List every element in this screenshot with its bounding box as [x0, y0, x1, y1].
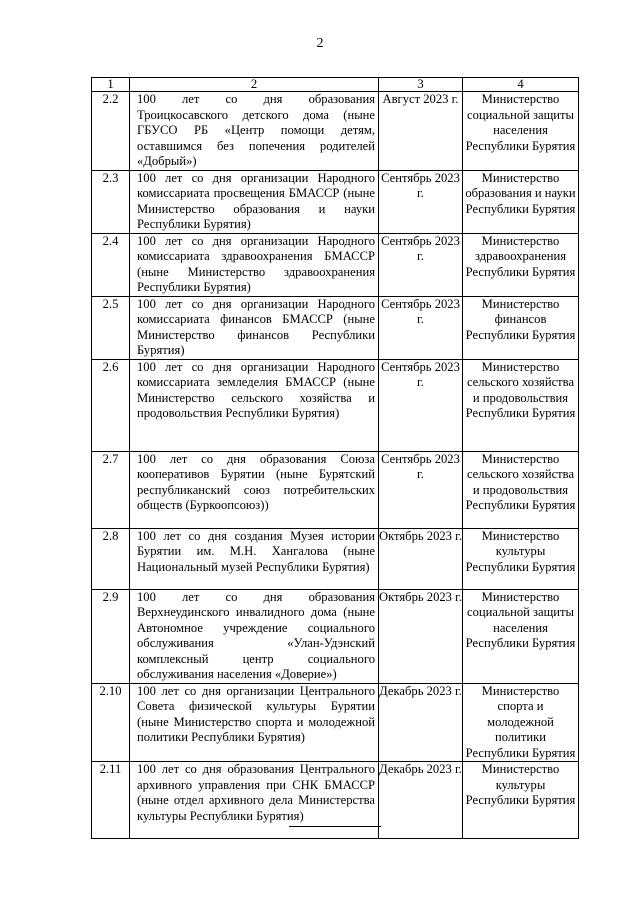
table-row	[92, 451, 579, 528]
event-date: Сентябрь 2023 г.	[379, 233, 463, 296]
event-date: Декабрь 2023 г.	[379, 762, 463, 839]
responsible-org: Министерство спорта и молодежной политики Республики Бурятия	[463, 683, 579, 762]
event-description: 100 лет со дня организации Народного комиссариата финансов БМАССР (ныне Министерство финансов Республики Бурятия)	[130, 296, 379, 359]
responsible-org: Министерство образования и науки Республики Бурятия	[463, 170, 579, 233]
header-cell-3: 3	[379, 78, 463, 92]
responsible-org: Министерство культуры Республики Бурятия	[463, 762, 579, 839]
event-date: Сентябрь 2023 г.	[379, 296, 463, 359]
responsible-org: Министерство социальной защиты населения Республики Бурятия	[463, 92, 579, 171]
row-number: 2.9	[92, 589, 130, 683]
header-cell-4: 4	[463, 78, 579, 92]
event-description: 100 лет со дня организации Народного комиссариата здравоохранения БМАССР (ныне Министерство здравоохранения Республики Бурятия)	[130, 233, 379, 296]
responsible-org: Министерство сельского хозяйства и продовольствия Республики Бурятия	[463, 359, 579, 451]
event-description: 100 лет со дня образования Верхнеудинского инвалидного дома (ныне Автономное учреждение социального обслуживания «Улан-Удэнский комплексный центр социального обслуживания населения «Доверие»)	[130, 589, 379, 683]
event-description: 100 лет со дня образования Троицкосавского детского дома (ныне ГБУСО РБ «Центр помощи детям, оставшимся без попечения родителей «Добрый»)	[130, 92, 379, 171]
event-date: Октябрь 2023 г.	[379, 589, 463, 683]
responsible-org: Министерство здравоохранения Республики Бурятия	[463, 233, 579, 296]
event-description: 100 лет со дня создания Музея истории Бурятии им. М.Н. Хангалова (ныне Национальный музей Республики Бурятия)	[130, 528, 379, 589]
event-description: 100 лет со дня организации Народного комиссариата земледелия БМАССР (ныне Министерство сельского хозяйства и продовольствия Республики Бурятия)	[130, 359, 379, 451]
row-number: 2.7	[92, 451, 130, 528]
event-description: 100 лет со дня образования Союза кооперативов Бурятии (ныне Бурятский республиканский союз потребительских обществ (Буркоопсоюз))	[130, 451, 379, 528]
table-header-row	[92, 78, 579, 92]
row-number: 2.2	[92, 92, 130, 171]
responsible-org: Министерство социальной защиты населения Республики Бурятия	[463, 589, 579, 683]
event-date: Декабрь 2023 г.	[379, 683, 463, 762]
event-description: 100 лет со дня образования Центрального архивного управления при СНК БМАССР (ныне отдел архивного дела Министерства культуры Республики Бурятия)	[130, 762, 379, 839]
table-row	[92, 170, 579, 233]
row-number: 2.11	[92, 762, 130, 839]
events-table	[91, 77, 579, 839]
event-description: 100 лет со дня организации Народного комиссариата просвещения БМАССР (ныне Министерство образования и науки Республики Бурятия)	[130, 170, 379, 233]
event-date: Август 2023 г.	[379, 92, 463, 171]
table-row	[92, 359, 579, 451]
event-date: Сентябрь 2023 г.	[379, 359, 463, 451]
row-number: 2.5	[92, 296, 130, 359]
row-number: 2.4	[92, 233, 130, 296]
event-date: Октябрь 2023 г.	[379, 528, 463, 589]
event-date: Сентябрь 2023 г.	[379, 170, 463, 233]
responsible-org: Министерство финансов Республики Бурятия	[463, 296, 579, 359]
header-cell-1: 1	[92, 78, 130, 92]
row-number: 2.8	[92, 528, 130, 589]
row-number: 2.6	[92, 359, 130, 451]
event-description: 100 лет со дня организации Центрального Совета физической культуры Бурятии (ныне Министерство спорта и молодежной политики Республики Бурятия)	[130, 683, 379, 762]
table-row	[92, 528, 579, 589]
table-row	[92, 233, 579, 296]
row-number: 2.3	[92, 170, 130, 233]
row-number: 2.10	[92, 683, 130, 762]
table-row	[92, 683, 579, 762]
header-cell-2: 2	[130, 78, 379, 92]
table-row	[92, 296, 579, 359]
responsible-org: Министерство сельского хозяйства и продовольствия Республики Бурятия	[463, 451, 579, 528]
event-date: Сентябрь 2023 г.	[379, 451, 463, 528]
responsible-org: Министерство культуры Республики Бурятия	[463, 528, 579, 589]
page-number: 2	[316, 36, 324, 51]
table-row	[92, 589, 579, 683]
table-row	[92, 92, 579, 171]
end-divider	[289, 826, 381, 827]
